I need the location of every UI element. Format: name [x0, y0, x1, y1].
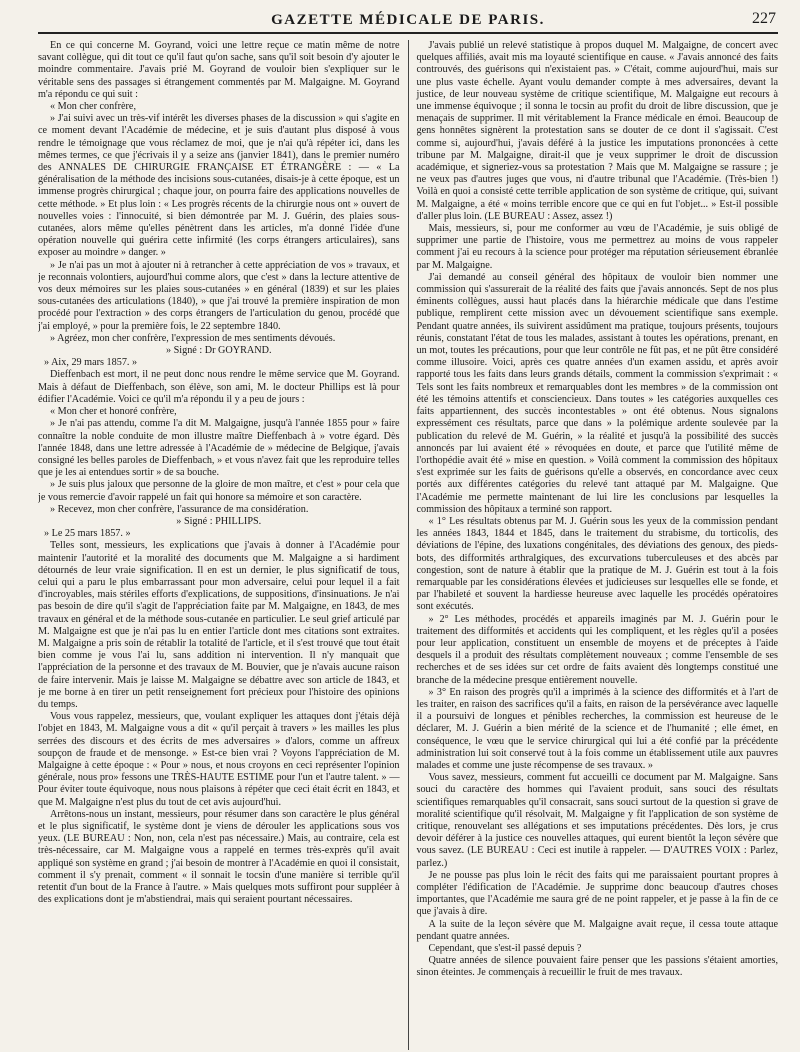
paragraph: « 1° Les résultats obtenus par M. J. Guérin sous les yeux de la commission pendant les années 1843, 1844 et 1845, dans le traitement du strabisme, du torticolis, des déviations de l'épine, des luxations congénitales, des déviations des genoux, des pieds-bots, des difformités arthralgiques, des excurvations tuberculeuses et des abcès par congestion, sont de nature à établir que la pratique de M. J. Guérin est tout à la fois remarquable par les considérations élevées et judicieuses sur lesquelles elle se fonde, et par l'habileté et souvent la hardiesse heureuse avec laquelle les procédés opératoires sont exécutés. [416, 515, 778, 613]
paragraph: » 3° En raison des progrès qu'il a imprimés à la science des difformités et à l'art de les traiter, en raison des sacrifices qu'il a faits, en raison de la persévérance avec laquelle il a poursuivi de longues et pénibles recherches, la commission est heureuse de le déclarer, M. J. Guérin a bien mérité de la science et de l'humanité ; elle émet, en conséquence, le vœu que le service chirurgical qui lui a été confié par la précédente administration lui soit conservé tout à la fois comme un établissement utile aux pauvres malades et comme une juste récompense de ses travaux. » [416, 686, 778, 771]
page-number: 227 [752, 10, 776, 27]
paragraph: Vous savez, messieurs, comment fut accueilli ce document par M. Malgaigne. Sans souci du caractère des hommes qui l'avaient produit, sans souci des résultats scientifiques remarquables qu'il consacrait, sans souci surtout de la question si grave de moralité scientifique qu'il résolvait, M. Malgaigne y fit l'application de son système de critique, renouvelant ses allégations et ses imputations précédentes. Dès lors, je crus devoir déférer à la justice ces nouvelles attaques, qui eurent bientôt la leçon sévère que vous savez. (LE BUREAU : Ceci est inutile à rappeler. — D'AUTRES VOIX : Parlez, parlez.) [416, 772, 778, 869]
paragraph: Cependant, que s'est-il passé depuis ? [428, 943, 582, 955]
paragraph: Quatre années de silence pouvaient faire penser que les passions s'étaient amorties, sinon éteintes. Je commençais à recueillir le fruit de mes travaux. [416, 955, 778, 979]
paragraph: » Recevez, mon cher confrère, l'assurance de ma considération. [50, 503, 309, 515]
paragraph: « Mon cher confrère, [50, 101, 136, 113]
paragraph: A la suite de la leçon sévère que M. Malgaigne avait reçue, il cessa toute attaque pendant quatre années. [416, 918, 778, 942]
paragraph: En ce qui concerne M. Goyrand, voici une lettre reçue ce matin même de notre savant collègue, qui dit tout ce qu'il faut qu'on sache, sans qu'il soit besoin d'y ajouter le moindre commentaire. J'avais prié M. Goyrand de vouloir bien s'expliquer sur le véritable sens des passages si étrangement commentés par M. Malgaigne. M. Goyrand m'a répondu ce qui suit : [38, 40, 400, 100]
paragraph: J'avais publié un relevé statistique à propos duquel M. Malgaigne, de concert avec quelques affiliés, avait mis ma loyauté scientifique en cause. « J'avais annoncé des faits controuvés, des guérisons qui n'existaient pas. » C'était, comme aujourd'hui, mais sur une plus vaste échelle. Ayant voulu demander compte à mes adversaires, devant la justice, de leur nouveau système de critique scientifique, M. Malgaigne eut recours à une immense équivoque ; il sonna le tocsin au profit du droit de libre discussion, que je menaçais de supprimer. Il mit véritablement la France médicale en émoi. Beaucoup de gens honnêtes signèrent la protestation sans se douter de ce dont il s'agissait. C'est comme si, aujourd'hui, j'avais déféré à la justice les imputations prononcées à cette tribune par M. Malgaigne, dirait-il que je veux supprimer le droit de discussion académique, et signeriez-vous sa protestation ? Mais que M. Malgaigne se rassure ; je ne veux pas d'autres juges que vous, ni d'autre tribunal que l'Académie. (Très-bien !) Voilà en quoi a consisté cette terrible application de son système de critique, qui, suivant M. Malgaigne, a été « moins terrible encore que ce qui en fut l'objet... » Est-il possible d'aller plus loin. (LE BUREAU : Assez, assez !) [416, 40, 778, 222]
signature-line: » Signé : PHILLIPS. [176, 515, 262, 527]
running-title: GAZETTE MÉDICALE DE PARIS. [271, 12, 545, 28]
paragraph: Mais, messieurs, si, pour me conformer au vœu de l'Académie, je suis obligé de supprimer une partie de l'histoire, vous me permettrez au moins de vous rappeler comment j'ai eu recours à la science pour protéger ma réputation sérieusement ébranlée par M. Malgaigne. [416, 223, 778, 271]
paragraph: » Je n'ai pas attendu, comme l'a dit M. Malgaigne, jusqu'à l'année 1855 pour » faire connaître la noble conduite de mon illustre maître Dieffenbach à » votre égard. Dès l'année 1848, dans une lettre adressée à l'Académie de » médecine de Belgique, j'avais consigné les belles paroles de Dieffenbach, » et vous n'avez fait que les reproduire telles que je les ai entendues sortir » de sa bouche. [38, 418, 400, 479]
paragraph: » J'ai suivi avec un très-vif intérêt les diverses phases de la discussion » qui s'agite en ce moment devant l'Académie de médecine, et je suis d'autant plus disposé à vous rendre le témoignage que vous réclamez de moi, que je n'ai qu'à répéter ici, dans les mêmes termes, ce que j'écrivais il y a seize ans (janvier 1841), dans le premier numéro des ANNALES DE CHIRURGIE FRANÇAISE ET ÉTRANGÈRE : — « La généralisation de la méthode des incisions sous-cutanées, disais-je à cette époque, est un immense progrès chirurgical ; chaque jour, on pourra faire des applications nouvelles de cette méthode. » Et plus loin : « Les progrès récents de la chirurgie nous ont » ouvert de nouvelles voies : l'innocuité, si bien démontrée par M. J. Guérin, des plaies sous-cutanées, alors même qu'elles pénètrent dans les articles, m'a donné l'idée d'une opération nouvelle qui guérira cette infirmité (les corps étrangers articulaires), sans exposer au moindre » danger. » [38, 113, 400, 259]
paragraph: Vous vous rappelez, messieurs, que, voulant expliquer les attaques dont j'étais déjà l'objet en 1843, M. Malgaigne vous a dit « qu'il perçait à travers » les mailles les plus serrées des discours et des écrits de mes adversaires » d'alors, comme un affreux soupçon de fraude et de mensonge. » Est-ce bien vrai ? Voyons l'appréciation de M. Malgaigne à cette époque : « Pour » nous, et nous croyons en ceci représenter l'opinion générale, nous pro» fessons une TRÈS-HAUTE ESTIME pour l'un et l'autre talent. » — Pour éviter toute équivoque, nous nous plaisons à répéter que ceci était écrit en 1843, et que M. Malgaigne n'est plus du tout de cet avis aujourd'hui. [38, 711, 400, 808]
left-column [38, 40, 408, 1050]
paragraph: Telles sont, messieurs, les explications que j'avais à donner à l'Académie pour maintenir l'autorité et la moralité des documents que M. Malgaigne a si hardiment détournés de leur vraie signification. Il en est un dernier, le plus significatif de tous, celui qui a paru le plus embarrassant pour mon adversaire, celui pour lequel il a fait d'incroyables, mais stériles efforts d'explications, de suppositions, d'insinuations. Je n'ai pas besoin de dire qu'il s'agit de l'appréciation faite par M. Malgaigne, en 1843, de mes travaux en général et de la méthode sous-cutanée en particulier. Le seul grief articulé par M. Malgaigne est que je n'ai pas lu en entier l'article dont mes citations sont extraites. M. Malgaigne a pris soin de rétablir la totalité de l'article, et il s'est trouvé que tout était bien comme je vous l'ai lu, sans addition ni intervention. Il n'y manquait que l'appréciation de la personne et des travaux de M. Bouvier, que je n'avais aucune raison de faire intervenir. Mais je laisse M. Malgaigne se débattre avec son article de 1843, et je me borne à en tirer un petit renseignement fort précieux pour l'histoire des opinions du temps. [38, 540, 400, 710]
page-header [38, 6, 778, 34]
paragraph: » Agréez, mon cher confrère, l'expression de mes sentiments dévoués. [50, 332, 336, 344]
paragraph: J'ai demandé au conseil général des hôpitaux de vouloir bien nommer une commission qui s'assurerait de la réalité des faits que j'avais annoncés. Sept de nos plus éminents collègues, aussi haut placés dans la hiérarchie médicale que dans l'estime publique, remplirent cette mission avec un dévouement scientifique sans exemple. Pendant quatre années, ils suivirent assidûment ma pratique, toujours présents, toujours réunis, constatant l'état de tous les malades, assistant à toutes les opérations, prenant, en un mot, toutes les précautions, pour que leur contrôle ne fût pas, et ne pût être considéré comme illusoire. Voici, après ces quatre années d'un examen assidu, et après avoir rapporté tous les faits dans leurs grands détails, comment la commission s'exprimait : « Tels sont les faits nombreux et remarquables dont les membres » de la commission ont été les témoins attentifs et consciencieux. Dans toutes » les catégories auxquelles ces faits appartiennent, des succès incontestables » ont été obtenus. Nous signalons expressément ces résultats, parce que dans » la polémique ardente soulevée par la publication du relevé de M. Guérin, » la réalité et jusqu'à la possibilité des succès annoncés par lui avaient été » révoquées en doute, et parce que l'utilité même de l'orthopédie avait été » mise en question. » Voilà comment la commission des hôpitaux s'est exprimée sur les faits de guérisons qu'elle a observés, en concordance avec ceux portés aux différentes catégories du relevé tant attaqué par M. Malgaigne. Que l'Académie me permette maintenant de lui lire les conclusions par lesquelles la commission des hôpitaux a terminé son rapport. [416, 271, 778, 515]
paragraph: Je ne pousse pas plus loin le récit des faits qui me paraissaient pourtant propres à compléter l'édification de l'Académie. Je supprime donc beaucoup d'autres choses importantes, que l'Académie me saura gré de ne point rappeler, et je passe à la fin de ce que j'avais à dire. [416, 869, 778, 918]
dateline: » Le 25 mars 1857. » [44, 528, 131, 540]
paragraph: » Je n'ai pas un mot à ajouter ni à retrancher à cette appréciation de vos » travaux, et je reconnais volontiers, aujourd'hui comme alors, que c'est » dans la lecture attentive de vos deux mémoires sur les plaies sous-cutanées » en général (1839) et sur les plaies sous-cutanées des articulations (1840), » que j'ai trouvé la première inspiration de mon procédé pour l'extraction » des corps étrangers de l'articulation du genou, procédé que j'ai employé, » pour la première fois, le 22 septembre 1840. [38, 259, 400, 332]
dateline: » Aix, 29 mars 1857. » [44, 357, 138, 369]
paragraph: « Mon cher et honoré confrère, [50, 406, 177, 418]
right-column [408, 40, 778, 1050]
text-columns [38, 40, 778, 1050]
paragraph: Arrêtons-nous un instant, messieurs, pour résumer dans son caractère le plus général et le plus significatif, le système dont je viens de dérouler les applications sous vos yeux. (LE BUREAU : Non, non, cela n'est pas nécessaire.) Mais, au contraire, cela est très-nécessaire, car M. Malgaigne vous a rappelé en termes très-exprès qu'il avait appliqué son système en grand ; j'ai besoin de montrer à l'Académie en quoi il consistait, comment il s'y prenait, comment « il sonnait le tocsin d'une manière si terrible qu'il retentit d'un bout de la France à l'autre. » Mais quelques mots suffiront pour suppléer à des explications dont je m'abstiendrai, mais qui seraient pourtant nécessaires. [38, 808, 400, 906]
paragraph: Dieffenbach est mort, il ne peut donc nous rendre le même service que M. Goyrand. Mais à défaut de Dieffenbach, son élève, son ami, M. le docteur Phillips est là pour édifier l'Académie. Voici ce qu'il m'a répondu il y a peu de jours : [38, 369, 400, 405]
paragraph: » 2° Les méthodes, procédés et appareils imaginés par M. J. Guérin pour le traitement des difformités et accidents qui les compliquent, et les règles qu'il a posées pour leur application, constituent un ensemble de moyens et de préceptes à l'aide desquels il a produit des résultats complètement nouveaux ; comme l'ensemble de ses recherches et de ses idées sur cet ordre de faits avaient dès longtemps constitué une branche de la médecine presque entièrement nouvelle. [416, 613, 778, 686]
paragraph: » Je suis plus jaloux que personne de la gloire de mon maître, et c'est » pour cela que je vous remercie d'avoir rappelé un fait qui honore sa mémoire et son caractère. [38, 479, 400, 503]
signature-line: » Signé : Dr GOYRAND. [165, 345, 272, 357]
